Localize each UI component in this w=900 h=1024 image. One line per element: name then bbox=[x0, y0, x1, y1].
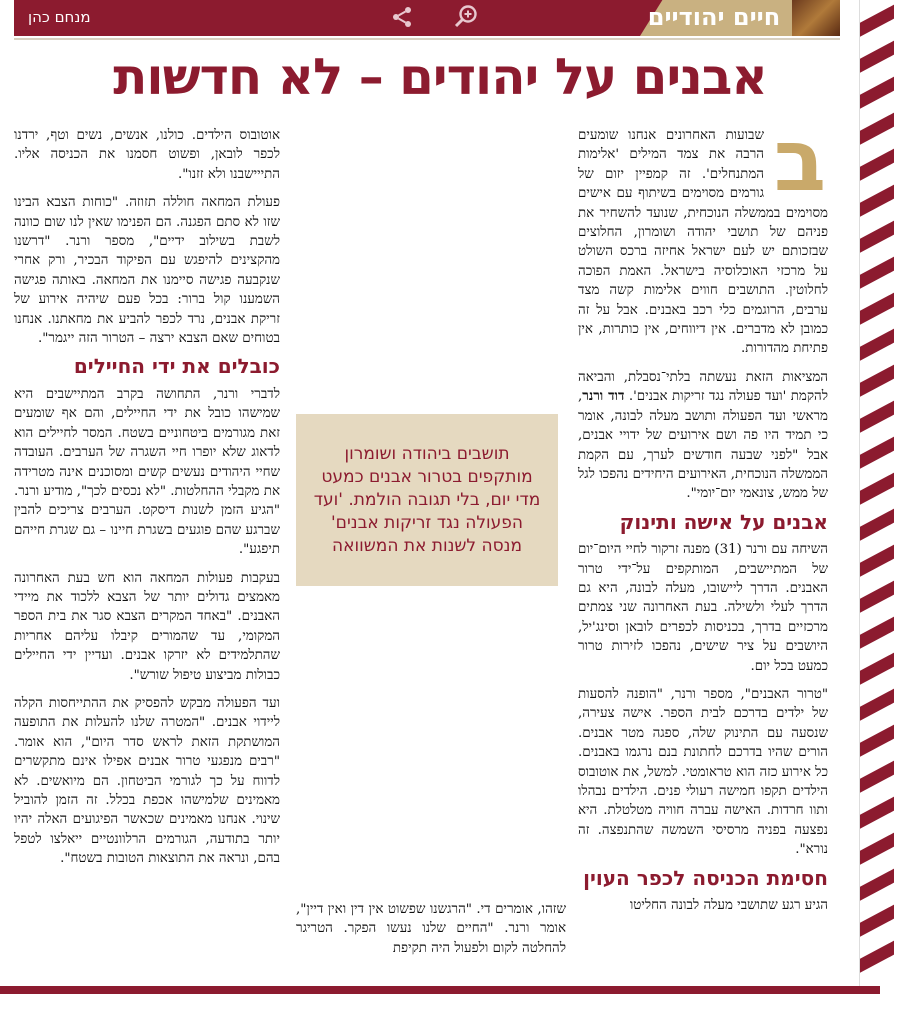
share-icon[interactable] bbox=[388, 3, 416, 31]
decorative-ribbon bbox=[859, 0, 894, 990]
header-bar bbox=[14, 0, 840, 36]
paragraph: פעולת המחאה חוללה תזוזה. "כוחות הצבא הבינו שזו לא סתם הפגנה. הם הפנימו שאין לנו שום כוונה לשבת בשילוב ידיים", מספר ורנר. "דרשנו מהקצינים להיפגש עם הפיקוד הבכיר, ורק אחרי שנקבעה פגישה סיימנו את המחאה. באותה פגישה השמענו קול ברור: בכל פעם שיהיה אירוע של זריקת אבנים, נרד לכפר להביע את מחאתנו. אנחנו בטוחים שאם הצבא ירצה – הטרור הזה ייגמר". bbox=[14, 195, 280, 347]
paragraph: שזהו, אומרים די. "הרגשנו שפשוט אין דין ואין דיין", אומר ורנר. "החיים שלנו נעשו הפקר. הטריגר להחלטה לקום ולפעול היה תקיפת bbox=[296, 902, 566, 956]
author-name: מנחם כהן bbox=[28, 8, 91, 26]
footer-bar bbox=[0, 986, 880, 994]
paragraph: ועד הפעולה מבקש להפסיק את ההתייחסות הקלה ליידוי אבנים. "המטרה שלנו להעלות את התופעה המושתקת הזאת לראש סדר היום", הוא אומר. "רבים מנפגעי טרור אבנים אפילו אינם מתקשרים לדווח על כך לגורמי הביטחון. הם מיואשים. לא מאמינים שלמישהו אכפת בכלל. זה הזמן להוביל שינוי. אנחנו מאמינים שכאשר הפיגועים האלה יהיו יותר בתודעה, הגורמים הרלוונטיים ייאלצו לטפל בהם, ונראה את התוצאות הטובות בשטח". bbox=[14, 695, 280, 867]
paragraph: לדברי ורנר, התחושה בקרב המתיישבים היא שמישהו כובל את ידי החיילים, והם אף שומעים זאת מגורמים ביטחוניים בשטח. המסר לחיילים הוא לדאוג שלא יופרו חיי השגרה של הערבים. העובדה שחיי היהודים נעשים קשים ומסוכנים אינה מטרידה את מקבלי ההחלטות. "לא נכסים לכך", מודיע ורנר. "הגיע הזמן לשנות דיסקט. הערבים צריכים להבין שברגע שהם פוגעים בשגרת חיינו – גם שגרת חייהם תיפגע". bbox=[14, 386, 280, 558]
left-column bbox=[14, 126, 280, 878]
right-column bbox=[578, 111, 828, 924]
zoom-in-icon[interactable] bbox=[452, 3, 480, 31]
section-title: חיים יהודיים bbox=[647, 3, 781, 31]
paragraph: ב שבועות האחרונים אנחנו שומעים הרבה את צמד המילים 'אלימות המתנחלים'. זה קמפיין יזום של גורמים מסוימים בשיתוף עם אישים מסוימים בממשלה הנוכחית, שנועד להשחיר את פניהם של תושבי יהודה ושומרון, החלוצים שבזכותם יש לעם ישראל אחיזה ברכס השולט על מרכזי האוכלוסיה בישראל. האמת הפוכה לחלוטין. התושבים חווים אלימות קשה מצד ערבים, הרוגמים כלי רכב באבנים. אבל על זה כמובן לא מדברים. אין דיווחים, אין כותרות, אין פתיחת מהדורות. bbox=[578, 111, 828, 357]
middle-column bbox=[296, 900, 566, 967]
drop-cap: ב bbox=[773, 111, 827, 211]
subheading: חסימת הכניסה לכפר העוין bbox=[583, 865, 828, 890]
pull-quote-text: תושבים ביהודה ושומרון מותקפים בטרור אבנים כמעט מדי יום, בלי תגובה הולמת. 'ועד הפעולה נגד זריקות אבנים' מנסה לשנות את המשוואה bbox=[313, 443, 541, 556]
pull-quote bbox=[296, 414, 558, 586]
paragraph: "טרור האבנים", מספר ורנר, "הופנה להסעות של ילדים בדרכם לבית הספר. אישה צעירה, שנסעה עם התינוק שלה, ספגה מטר אבנים. הורים שהיו בדרכם לחתונת בנם נרגמו באבנים. כל אירוע כזה הוא טראומטי. למשל, את אוטובוס הילדים תקפו חמישה רעולי פנים. הילדים נבהלו ותוו חרדות. האישה עברה חוויה מטלטלת. היא נפצעה בפניה מרסיסי השמשה שהתנפצה. זה נורא". bbox=[578, 686, 828, 858]
subheading: כובלים את ידי החיילים bbox=[73, 354, 280, 379]
article-title: אבנים על יהודים – לא חדשות bbox=[113, 48, 767, 106]
paragraph: אוטובוס הילדים. כולנו, אנשים, נשים וטף, ירדנו לכפר לובאן, ופשוט חסמנו את הכניסה אליו. התייישבנו ולא זזנו". bbox=[14, 128, 280, 182]
subheading: אבנים על אישה ותינוק bbox=[619, 509, 828, 534]
section-photo bbox=[792, 0, 840, 36]
paragraph: המציאות הזאת נעשתה בלתי־נסבלת, והביאה להקמת 'ועד פעולה נגד זריקות אבנים'. דוד ורנר, מראשי ועד הפעולה ותושב מעלה לבונה, אומר כי תמיד היו פה ושם אירועים של ידויי אבנים, אבל "לפני שבעה חודשים לערך, עם הקמת הממשלה הנוכחית, האירועים היחידים נהפכו לגל של ממש, צונאמי יום־יומי". bbox=[578, 369, 828, 502]
footer-space bbox=[0, 994, 900, 1024]
person-name: דוד ורנר bbox=[582, 388, 625, 405]
paragraph: השיחה עם ורנר (31) מפנה זרקור לחיי היום־יום של המתיישבים, המותקפים על־ידי טרור האבנים. הדרך ליישובו, מעלה לבונה, היא גם הדרך לעלי ולשילה. בעת האחרונה שני צמתים מרכזיים בדרך, בכניסות לכפרים לובאן וסינג'יל, היושבים על ציר שישים, נהפכו לזירות טרור כמעט בכל יום. bbox=[578, 542, 828, 674]
paragraph: בעקבות פעולות המחאה הוא חש בעת האחרונה מאמצים גדולים יותר של הצבא ללכוד את מיידי האבנים. "באחד המקרים הצבא סגר את בית הספר המקומי, עד שהמורים קיבלו עליהם אחריות שהתלמידים לא יזרקו אבנים. ועדיין ידי החיילים כבולות מביצוע טיפול שורש". bbox=[14, 570, 280, 683]
paragraph: הגיע רגע שתושבי מעלה לבונה החליטו bbox=[629, 898, 828, 914]
header-divider bbox=[14, 38, 840, 40]
